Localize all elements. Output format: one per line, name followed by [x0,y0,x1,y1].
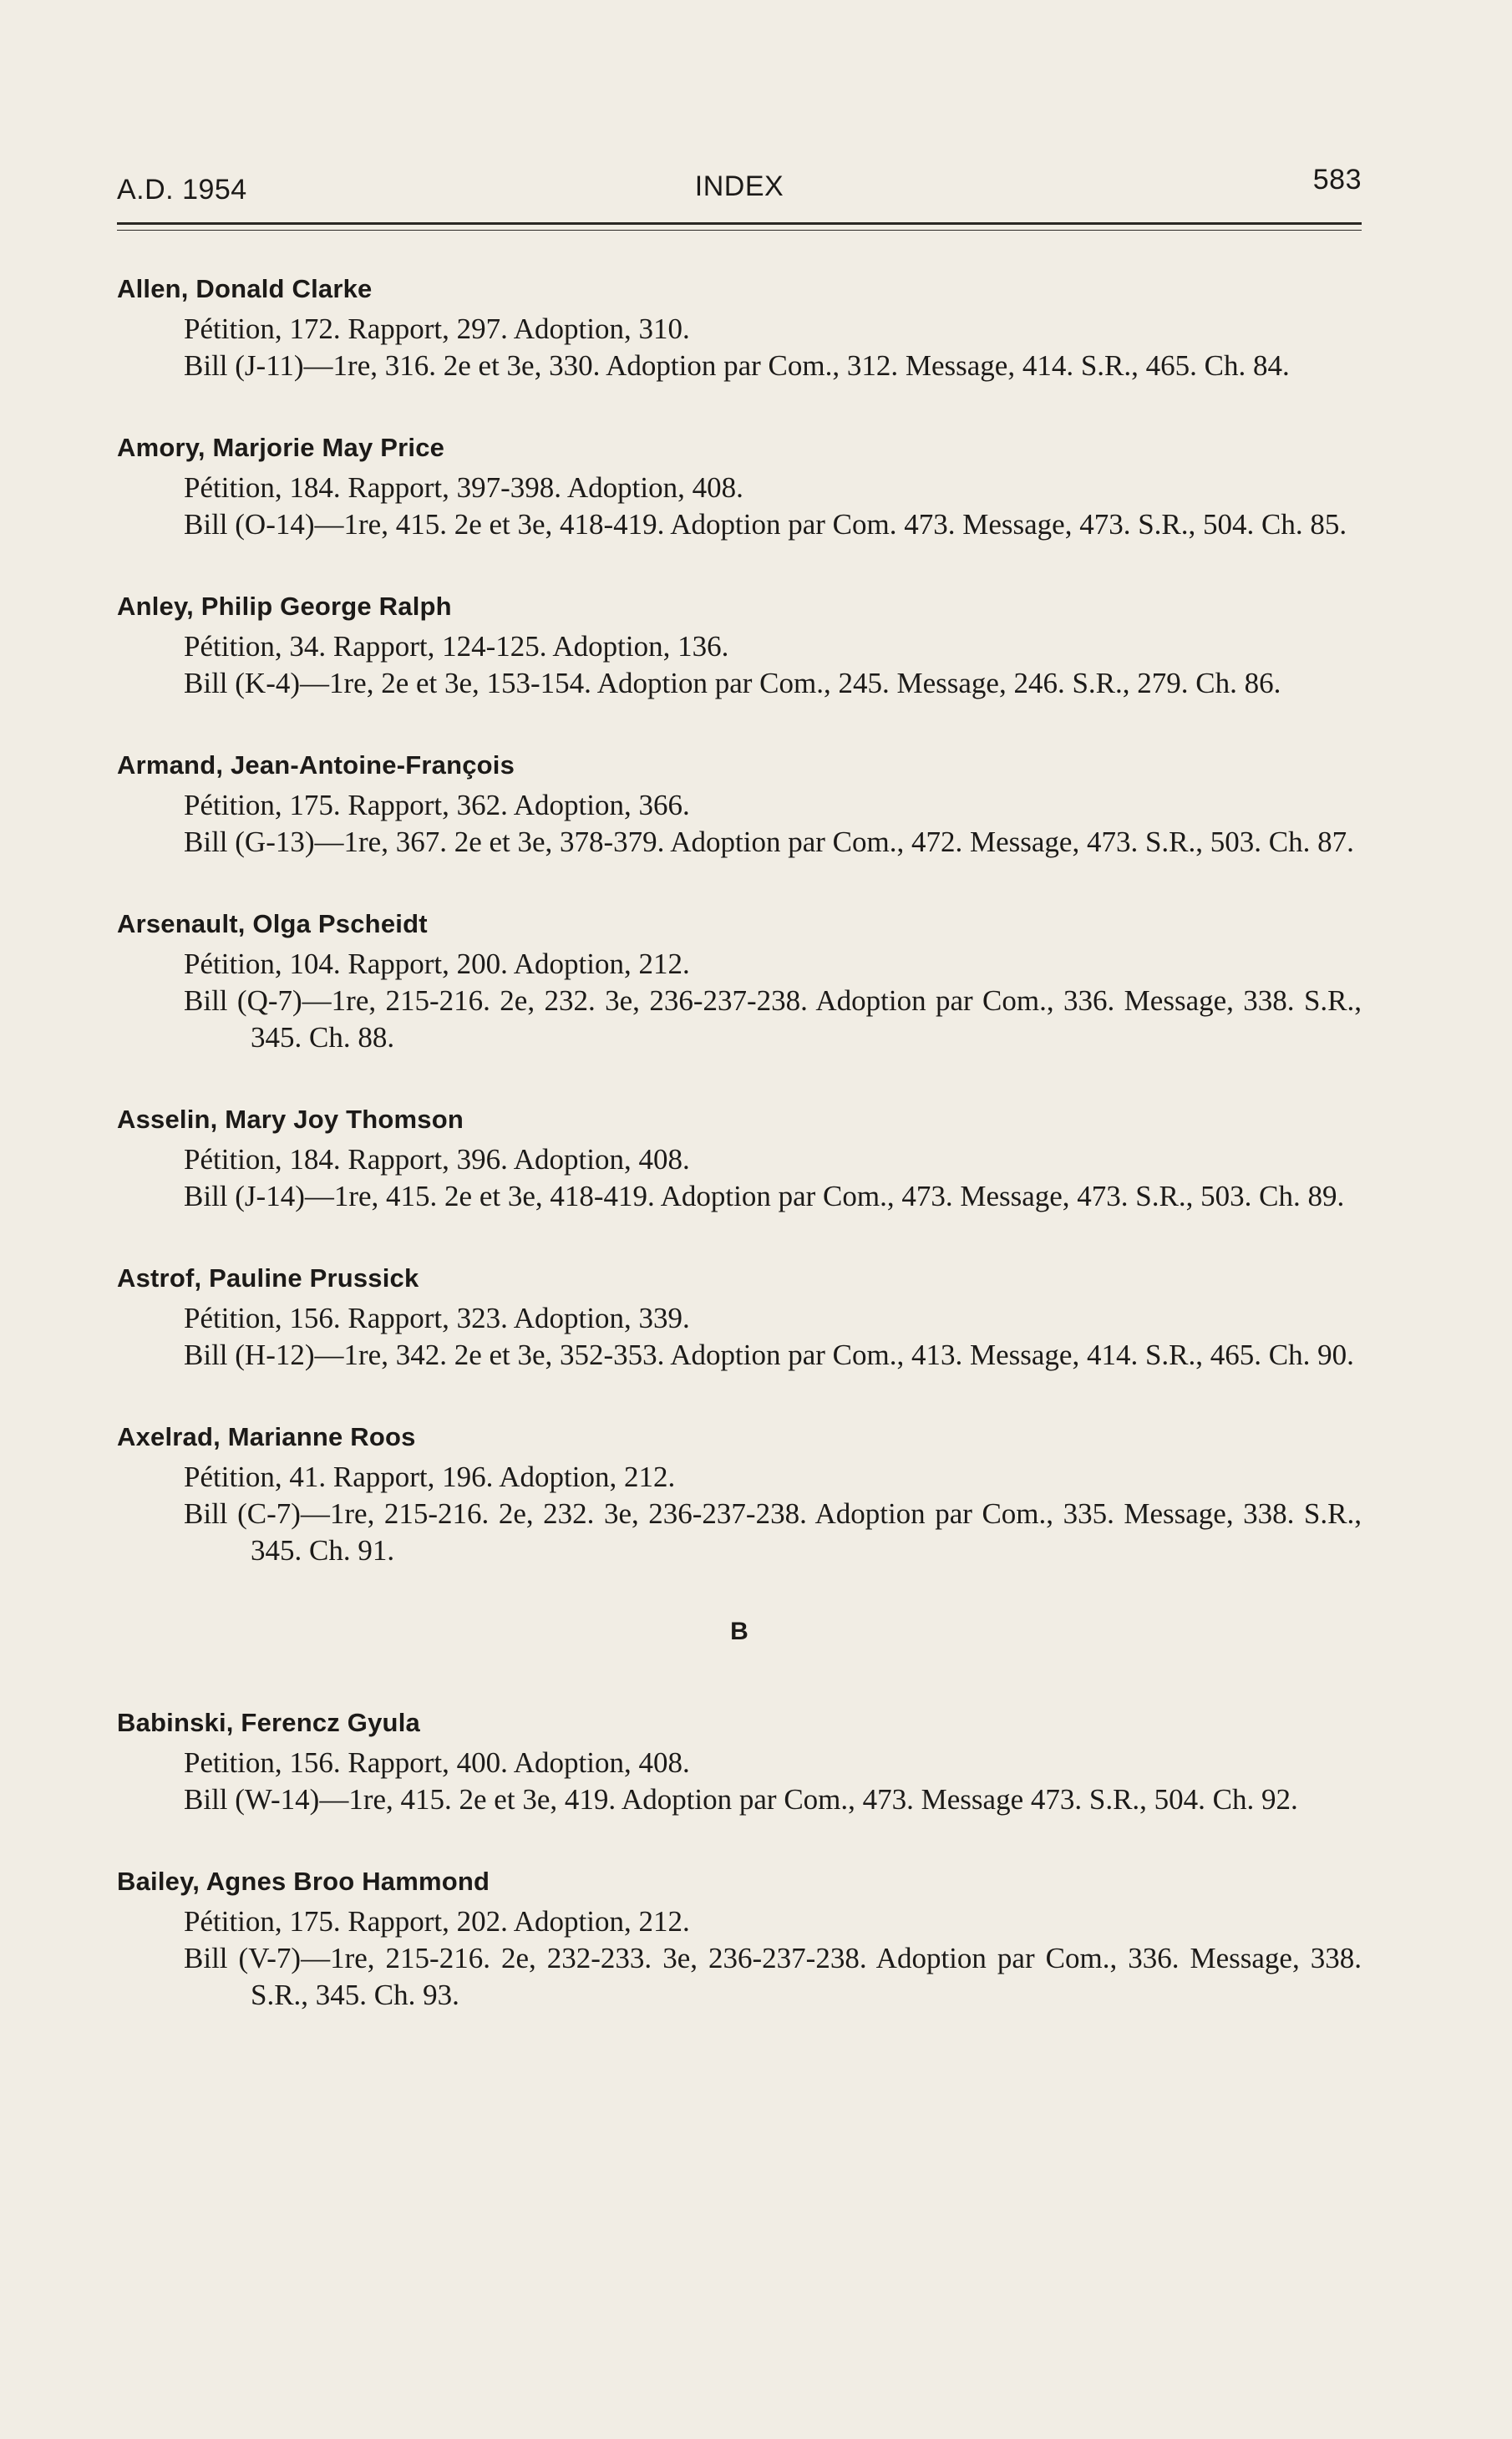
header-rule [117,222,1362,231]
entry-bill: Bill (W-14)—1re, 415. 2e et 3e, 419. Adoption par Com., 473. Message 473. S.R., 504. Ch. 92. [184,1783,1298,1816]
entry-petition: Pétition, 34. Rapport, 124-125. Adoption, 136. [184,630,729,663]
index-entries [117,274,1362,2014]
page-number: 583 [1312,164,1362,196]
entry-bill: Bill (K-4)—1re, 2e et 3e, 153-154. Adoption par Com., 245. Message, 246. S.R., 279. Ch. 86. [184,667,1281,699]
entry-name: Asselin, Mary Joy Thomson [117,1105,464,1134]
entry-bill: Bill (C-7)—1re, 215-216. 2e, 232. 3e, 236-237-238. Adoption par Com., 335. Message, 338. S.R., 345. Ch. 91. [184,1497,1362,1567]
entry-name: Axelrad, Marianne Roos [117,1422,416,1451]
index-entry [117,592,1362,702]
page-header [117,159,1362,217]
index-entry [117,433,1362,543]
entry-bill: Bill (J-11)—1re, 316. 2e et 3e, 330. Adoption par Com., 312. Message, 414. S.R., 465. Ch. 84. [184,349,1290,382]
index-entry [117,1708,1362,1818]
entry-petition: Pétition, 104. Rapport, 200. Adoption, 212. [184,948,690,980]
index-entry [117,274,1362,384]
entry-petition: Pétition, 175. Rapport, 202. Adoption, 212. [184,1905,690,1938]
header-title: INDEX [694,170,784,202]
entry-bill: Bill (H-12)—1re, 342. 2e et 3e, 352-353. Adoption par Com., 413. Message, 414. S.R., 465. Ch. 90. [184,1339,1354,1371]
entry-petition: Pétition, 184. Rapport, 397-398. Adoption, 408. [184,471,743,504]
entry-petition: Pétition, 175. Rapport, 362. Adoption, 366. [184,789,690,821]
header-year: A.D. 1954 [117,174,247,206]
entry-bill: Bill (G-13)—1re, 367. 2e et 3e, 378-379. Adoption par Com., 472. Message, 473. S.R., 503. Ch. 87. [184,826,1354,858]
entry-petition: Pétition, 184. Rapport, 396. Adoption, 408. [184,1143,690,1176]
entry-bill: Bill (Q-7)—1re, 215-216. 2e, 232. 3e, 236-237-238. Adoption par Com., 336. Message, 338. S.R., 345. Ch. 88. [184,984,1362,1054]
entry-name: Arsenault, Olga Pscheidt [117,909,428,938]
index-entry [117,1867,1362,2014]
index-entry [117,909,1362,1056]
entry-name: Babinski, Ferencz Gyula [117,1708,420,1737]
index-page [117,159,1362,2062]
entry-petition: Petition, 156. Rapport, 400. Adoption, 408. [184,1746,690,1779]
index-entry [117,1263,1362,1374]
entry-name: Astrof, Pauline Prussick [117,1263,419,1293]
index-entry [117,750,1362,861]
index-entry [117,1422,1362,1569]
entry-name: Bailey, Agnes Broo Hammond [117,1867,490,1896]
entry-name: Amory, Marjorie May Price [117,433,445,462]
entry-name: Allen, Donald Clarke [117,274,373,303]
entry-name: Anley, Philip George Ralph [117,592,452,621]
entry-petition: Pétition, 41. Rapport, 196. Adoption, 212. [184,1461,676,1493]
entry-name: Armand, Jean-Antoine-François [117,750,515,780]
entry-petition: Pétition, 156. Rapport, 323. Adoption, 339. [184,1302,690,1334]
index-entry [117,1105,1362,1215]
entry-bill: Bill (O-14)—1re, 415. 2e et 3e, 418-419. Adoption par Com. 473. Message, 473. S.R., 504. Ch. 85. [184,508,1347,541]
entry-petition: Pétition, 172. Rapport, 297. Adoption, 310. [184,312,690,345]
section-letter-b: B [730,1618,748,1645]
entry-bill: Bill (V-7)—1re, 215-216. 2e, 232-233. 3e, 236-237-238. Adoption par Com., 336. Message, 338. S.R., 345. Ch. 93. [184,1942,1362,2011]
entry-bill: Bill (J-14)—1re, 415. 2e et 3e, 418-419. Adoption par Com., 473. Message, 473. S.R., 503. Ch. 89. [184,1180,1345,1212]
